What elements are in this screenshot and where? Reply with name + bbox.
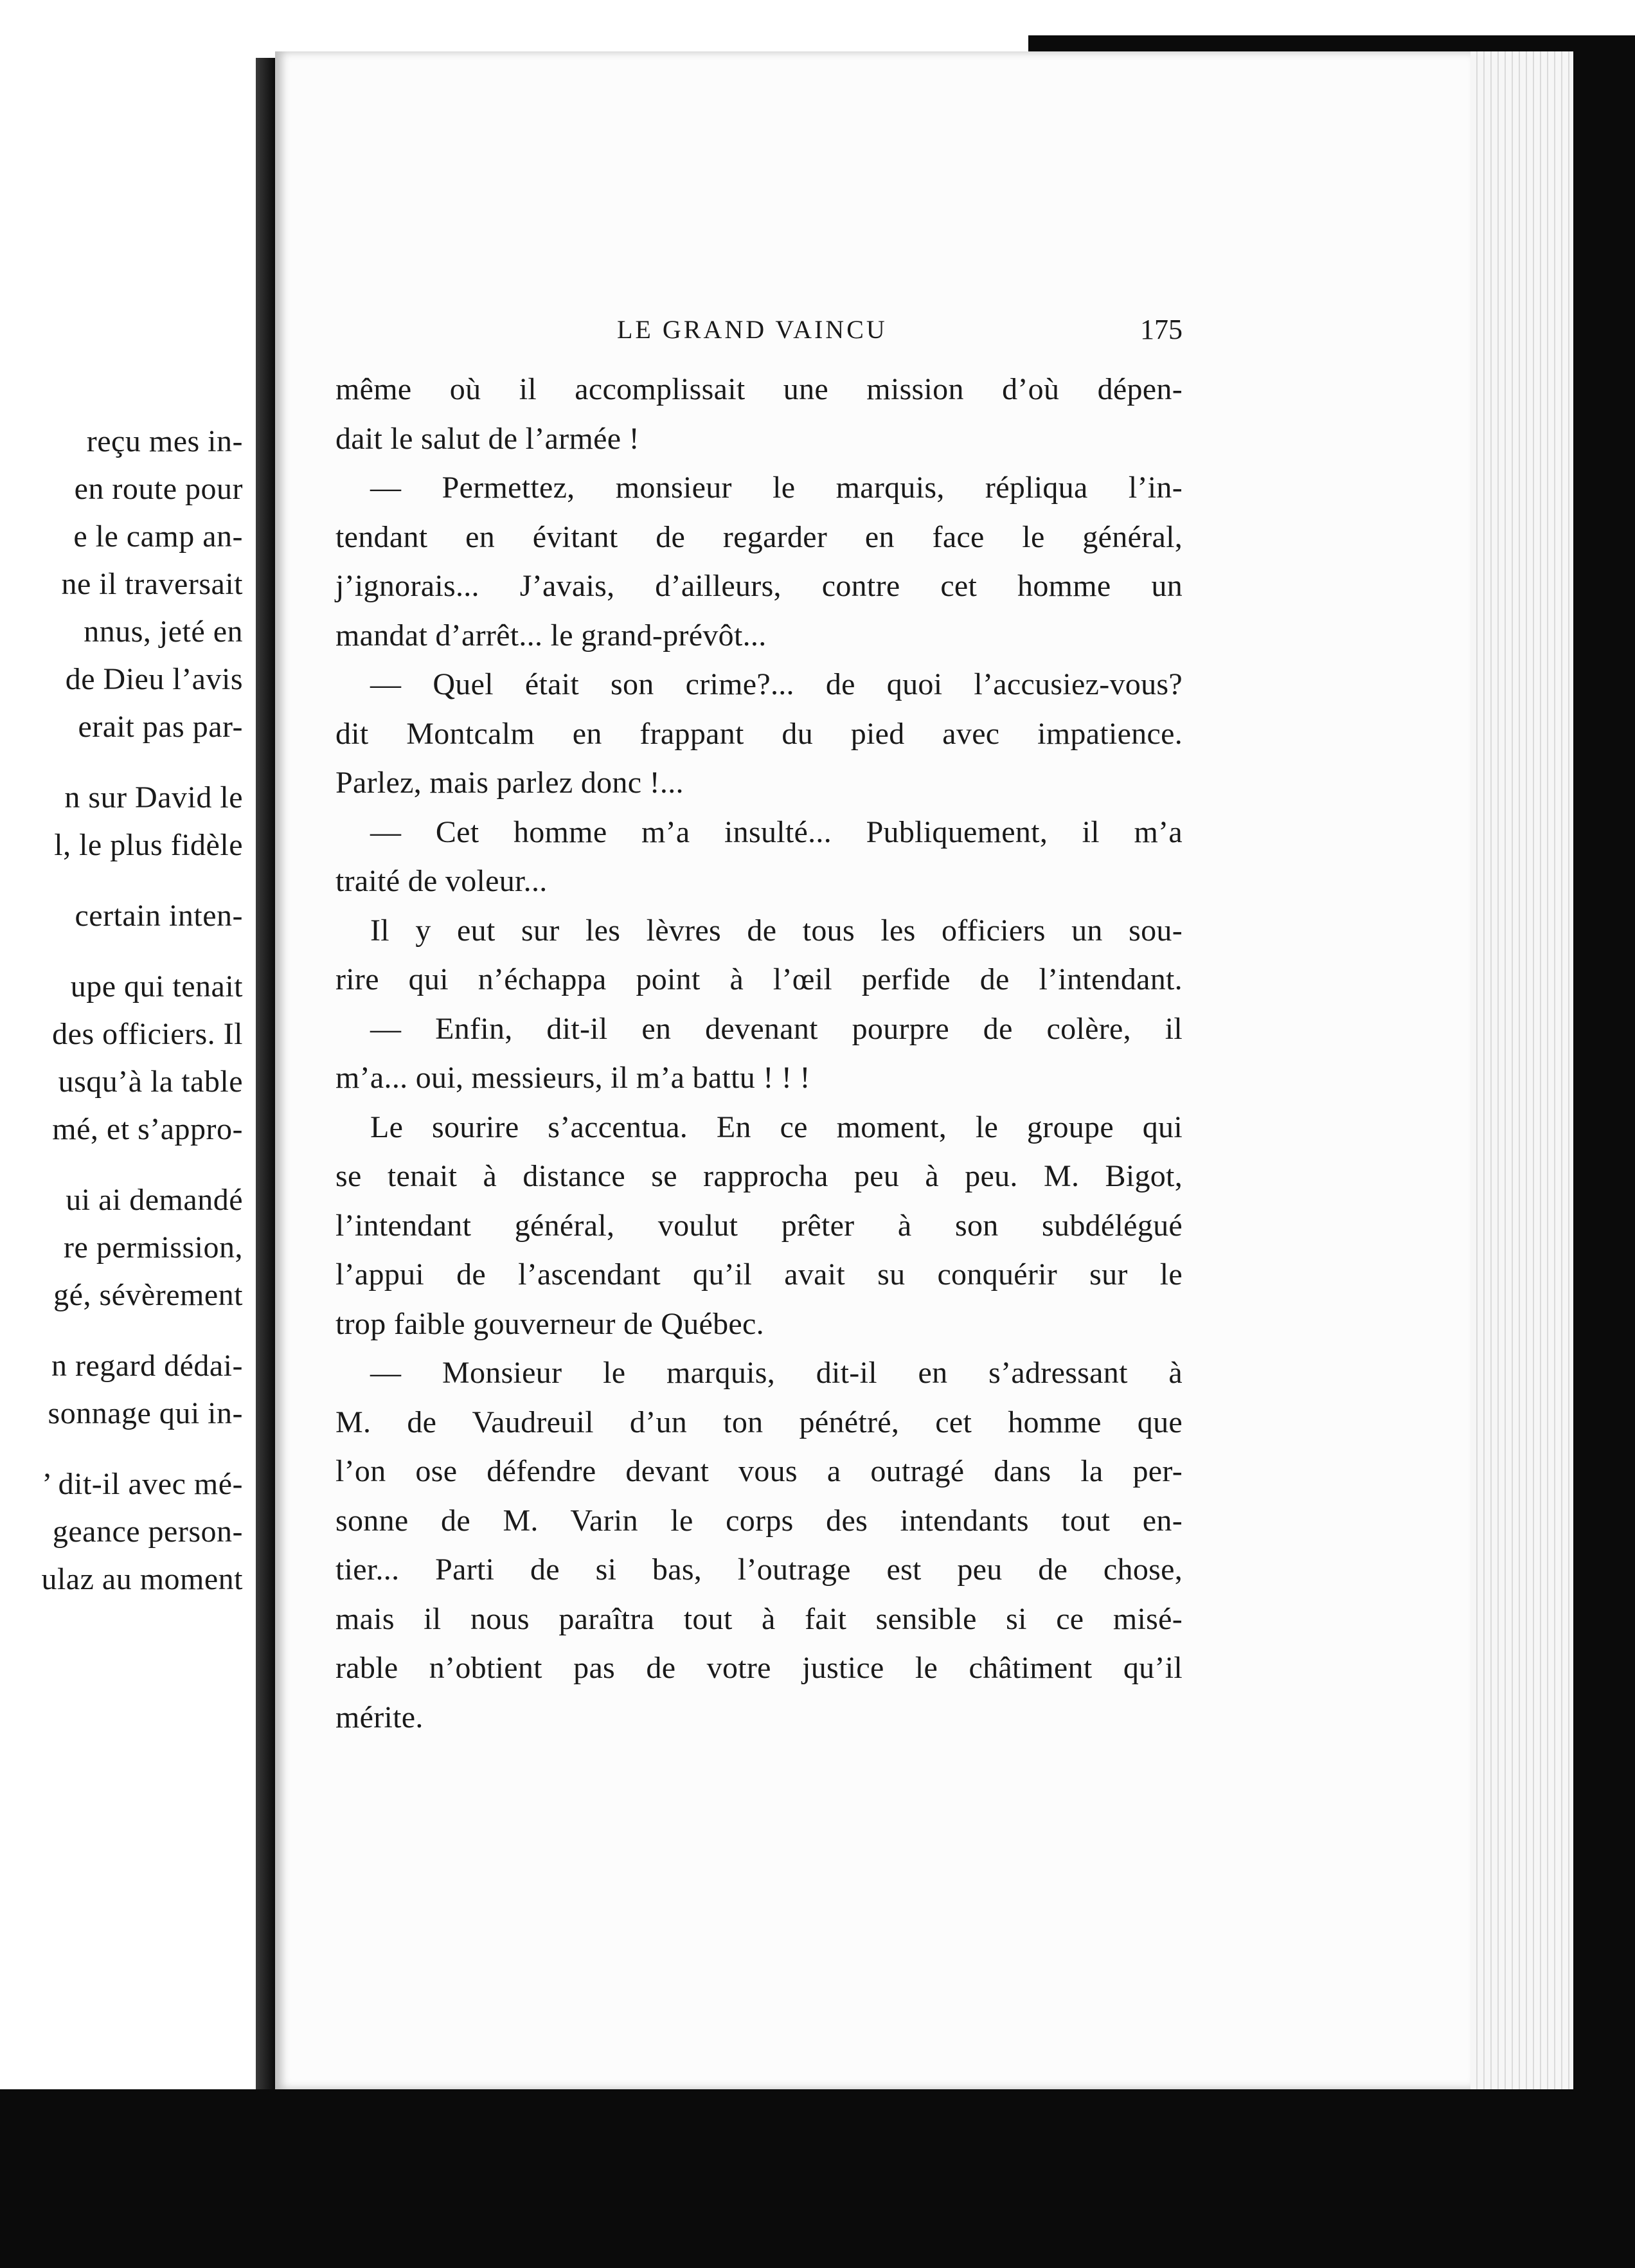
text-line: — Enfin, dit-il en devenant pourpre de colère, il: [370, 1011, 1183, 1046]
left-page-line: mé, et s’appro-: [52, 1112, 243, 1146]
text-line: l’intendant général, voulut prêter à son subdélégué: [335, 1208, 1183, 1243]
text-line: tier... Parti de si bas, l’outrage est peu de chose,: [335, 1553, 1183, 1587]
text-line: mandat d’arrêt... le grand-prévôt...: [335, 618, 767, 652]
text-line: Le sourire s’accentua. En ce moment, le groupe qui: [370, 1110, 1183, 1144]
left-page-line: certain inten-: [75, 899, 243, 933]
text-line: dait le salut de l’armée !: [335, 421, 639, 456]
left-page-line: de Dieu l’avis: [65, 662, 243, 696]
text-line: j’ignorais... J’avais, d’ailleurs, contre cet homme un: [335, 569, 1183, 603]
text-line: l’appui de l’ascendant qu’il avait su conquérir sur le: [335, 1257, 1183, 1292]
text-line: trop faible gouverneur de Québec.: [335, 1306, 764, 1341]
left-page-line: n sur David le: [64, 780, 243, 815]
text-line: mais il nous paraîtra tout à fait sensible si ce misé-: [335, 1601, 1183, 1636]
running-title: LE GRAND VAINCU: [617, 315, 888, 344]
text-line: dit Montcalm en frappant du pied avec impatience.: [335, 716, 1183, 751]
left-page-line: en route pour: [74, 472, 243, 506]
page-body-text: [335, 365, 1183, 1742]
left-page-line: gé, sévèrement: [53, 1278, 243, 1312]
text-line: — Cet homme m’a insulté... Publiquement, il m’a: [370, 815, 1183, 849]
left-page-line: nnus, jeté en: [84, 615, 243, 649]
left-page-line: des officiers. Il: [52, 1017, 243, 1051]
text-line: se tenait à distance se rapprocha peu à peu. M. Bigot,: [335, 1159, 1183, 1193]
left-page-line: ne il traversait: [61, 567, 243, 601]
left-page-line: ’ dit-il avec mé-: [42, 1467, 243, 1501]
left-page-text: [0, 418, 243, 1603]
left-page: [0, 51, 256, 2089]
left-page-line: e le camp an-: [73, 519, 243, 554]
left-page-line: upe qui tenait: [70, 969, 243, 1004]
book-gutter: [256, 58, 275, 2089]
running-head: [617, 307, 1183, 352]
text-line: Il y eut sur les lèvres de tous les officiers un sou-: [370, 913, 1183, 948]
left-page-line: sonnage qui in-: [48, 1396, 243, 1430]
text-line: Parlez, mais parlez donc !...: [335, 766, 684, 800]
left-page-line: ulaz au moment: [41, 1562, 243, 1596]
left-page-line: geance person-: [52, 1515, 243, 1549]
page-edges: [1470, 51, 1580, 2089]
text-line: M. de Vaudreuil d’un ton pénétré, cet homme que: [335, 1405, 1183, 1439]
left-page-line: ui ai demandé: [66, 1183, 243, 1217]
text-line: — Monsieur le marquis, dit-il en s’adressant à: [370, 1356, 1183, 1390]
left-page-line: l, le plus fidèle: [54, 828, 243, 862]
text-line: — Permettez, monsieur le marquis, répliqua l’in-: [370, 471, 1183, 505]
left-page-line: erait pas par-: [78, 710, 243, 744]
left-page-line: usqu’à la table: [58, 1065, 243, 1099]
scan-background-bottom: [0, 2089, 1635, 2268]
text-line: rable n’obtient pas de votre justice le châtiment qu’il: [335, 1651, 1183, 1685]
text-line: mérite.: [335, 1700, 424, 1734]
text-line: m’a... oui, messieurs, il m’a battu ! ! !: [335, 1061, 810, 1095]
text-line: — Quel était son crime?... de quoi l’accusiez-vous?: [370, 667, 1183, 701]
text-line: même où il accomplissait une mission d’où dépen-: [335, 372, 1183, 406]
text-line: l’on ose défendre devant vous a outragé dans la per-: [335, 1454, 1183, 1488]
text-line: traité de voleur...: [335, 864, 548, 898]
text-line: tendant en évitant de regarder en face le général,: [335, 519, 1183, 554]
text-line: sonne de M. Varin le corps des intendants tout en-: [335, 1503, 1183, 1538]
left-page-line: reçu mes in-: [86, 424, 243, 458]
page-number: 175: [1140, 314, 1183, 345]
text-line: rire qui n’échappa point à l’œil perfide de l’intendant.: [335, 962, 1183, 996]
left-page-line: n regard dédai-: [51, 1349, 243, 1383]
page-edges-shadow: [1573, 51, 1635, 2089]
left-page-line: re permission,: [64, 1230, 243, 1264]
